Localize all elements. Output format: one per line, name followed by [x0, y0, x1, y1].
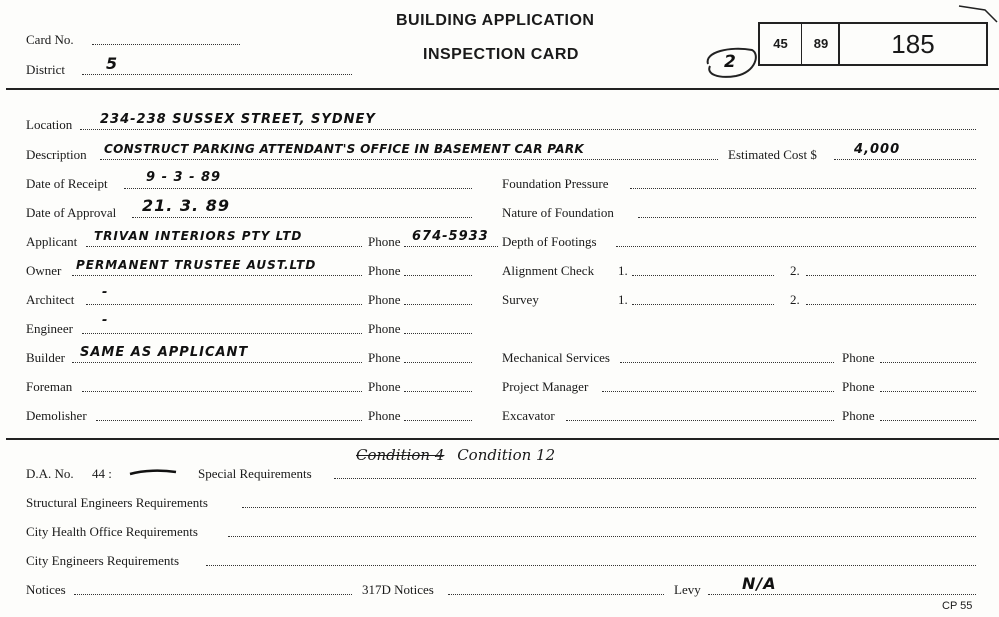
district-value: 5	[106, 54, 119, 73]
engineer-phone-label: Phone	[368, 321, 401, 336]
project-manager-field[interactable]	[602, 391, 834, 392]
owner-phone-label: Phone	[368, 263, 401, 278]
applicant-value: TRIVAN INTERIORS PTY LTD	[94, 229, 303, 243]
da-no-value: 44 :	[92, 466, 112, 481]
foreman-field[interactable]	[82, 391, 362, 392]
architect-value: -	[102, 285, 109, 300]
owner-value: PERMANENT TRUSTEE AUST.LTD	[76, 258, 317, 272]
location-label: Location	[26, 117, 73, 132]
architect-label: Architect	[26, 292, 75, 307]
engineer-label: Engineer	[26, 321, 73, 336]
demolisher-label: Demolisher	[26, 408, 87, 423]
builder-phone-field[interactable]	[404, 362, 472, 363]
excavator-label: Excavator	[502, 408, 555, 423]
architect-phone-field[interactable]	[404, 304, 472, 305]
da-dash-mark	[128, 466, 178, 478]
excavator-phone-label: Phone	[842, 408, 875, 423]
location-field[interactable]	[80, 129, 976, 130]
health-req-field[interactable]	[228, 536, 976, 537]
foreman-phone-label: Phone	[368, 379, 401, 394]
alignment-label: Alignment Check	[502, 263, 595, 278]
district-label: District	[26, 62, 65, 77]
alignment-1-field[interactable]	[632, 275, 774, 276]
location-value: 234-238 SUSSEX STREET, SYDNEY	[100, 112, 376, 127]
corner-mark	[955, 0, 999, 24]
nature-foundation-label: Nature of Foundation	[502, 205, 614, 220]
alignment-1-label: 1.	[618, 263, 628, 278]
special-req-value: Condition 12	[457, 446, 556, 464]
card-no-field[interactable]	[92, 44, 240, 45]
card-number: 185	[891, 29, 935, 59]
foundation-pressure-field[interactable]	[630, 188, 976, 189]
levy-field[interactable]	[708, 594, 976, 595]
owner-label: Owner	[26, 263, 62, 278]
special-req-field[interactable]	[334, 478, 976, 479]
ref-box-a: 45	[760, 24, 802, 64]
nature-foundation-field[interactable]	[638, 217, 976, 218]
survey-1-label: 1.	[618, 292, 628, 307]
description-field[interactable]	[100, 159, 718, 160]
survey-label: Survey	[502, 292, 539, 307]
estimated-cost-field[interactable]	[834, 159, 976, 160]
pm-phone-field[interactable]	[880, 391, 976, 392]
demolisher-phone-field[interactable]	[404, 420, 472, 421]
notices-317d-label: 317D Notices	[362, 582, 434, 597]
survey-2-label: 2.	[790, 292, 800, 307]
notices-label: Notices	[26, 582, 66, 597]
depth-footings-field[interactable]	[616, 246, 976, 247]
date-approval-label: Date of Approval	[26, 205, 117, 220]
engineer-field[interactable]	[82, 333, 362, 334]
mech-services-label: Mechanical Services	[502, 350, 610, 365]
ref-box-b: 89	[813, 36, 829, 51]
builder-value: SAME AS APPLICANT	[80, 345, 249, 360]
demolisher-field[interactable]	[96, 420, 362, 421]
circled-number: 2	[724, 52, 737, 72]
special-req-label: Special Requirements	[198, 466, 312, 481]
form-title-line1: BUILDING APPLICATION	[396, 12, 595, 29]
requirements-divider	[6, 438, 999, 440]
structural-req-label: Structural Engineers Requirements	[26, 495, 208, 510]
project-manager-label: Project Manager	[502, 379, 589, 394]
da-no-label: D.A. No.	[26, 466, 74, 481]
mech-services-field[interactable]	[620, 362, 834, 363]
depth-footings-label: Depth of Footings	[502, 234, 597, 249]
mech-phone-label: Phone	[842, 350, 875, 365]
description-label: Description	[26, 147, 87, 162]
header-divider	[6, 88, 999, 90]
levy-label: Levy	[674, 582, 701, 597]
structural-req-field[interactable]	[242, 507, 976, 508]
survey-2-field[interactable]	[806, 304, 976, 305]
health-req-label: City Health Office Requirements	[26, 524, 198, 539]
form-title-line2: INSPECTION CARD	[423, 46, 579, 63]
foreman-phone-field[interactable]	[404, 391, 472, 392]
pm-phone-label: Phone	[842, 379, 875, 394]
foundation-pressure-label: Foundation Pressure	[502, 176, 609, 191]
applicant-label: Applicant	[26, 234, 78, 249]
date-receipt-field[interactable]	[124, 188, 472, 189]
special-req-values	[356, 446, 555, 464]
date-approval-field[interactable]	[132, 217, 472, 218]
dash-stroke-icon	[128, 466, 178, 478]
builder-phone-label: Phone	[368, 350, 401, 365]
excavator-field[interactable]	[566, 420, 834, 421]
city-eng-req-label: City Engineers Requirements	[26, 553, 180, 568]
alignment-2-field[interactable]	[806, 275, 976, 276]
card-no-label: Card No.	[26, 32, 74, 47]
circled-number-mark	[700, 44, 760, 80]
city-eng-req-field[interactable]	[206, 565, 976, 566]
notices-field[interactable]	[74, 594, 352, 595]
estimated-cost-label: Estimated Cost $	[728, 147, 817, 162]
builder-field[interactable]	[72, 362, 362, 363]
notices-317d-field[interactable]	[448, 594, 664, 595]
form-code: CP 55	[942, 600, 973, 612]
card-number-box	[838, 22, 988, 66]
description-value: CONSTRUCT PARKING ATTENDANT'S OFFICE IN BASEMENT CAR PARK	[104, 142, 584, 156]
levy-value: N/A	[742, 574, 777, 593]
reference-box	[758, 22, 840, 66]
engineer-phone-field[interactable]	[404, 333, 472, 334]
applicant-phone-value: 674-5933	[412, 229, 489, 244]
date-receipt-value: 9 - 3 - 89	[146, 170, 222, 185]
survey-1-field[interactable]	[632, 304, 774, 305]
demolisher-phone-label: Phone	[368, 408, 401, 423]
builder-label: Builder	[26, 350, 65, 365]
estimated-cost-value: 4,000	[854, 142, 901, 157]
architect-phone-label: Phone	[368, 292, 401, 307]
mech-phone-field[interactable]	[880, 362, 976, 363]
engineer-value: -	[102, 313, 109, 328]
owner-phone-field[interactable]	[404, 275, 472, 276]
special-req-struck: Condition 4	[356, 446, 445, 464]
date-approval-value: 21. 3. 89	[142, 196, 230, 215]
applicant-field[interactable]	[86, 246, 362, 247]
excavator-phone-field[interactable]	[880, 420, 976, 421]
foreman-label: Foreman	[26, 379, 73, 394]
alignment-2-label: 2.	[790, 263, 800, 278]
architect-field[interactable]	[86, 304, 362, 305]
date-receipt-label: Date of Receipt	[26, 176, 108, 191]
corner-tick-icon	[955, 0, 999, 24]
applicant-phone-field[interactable]	[404, 246, 498, 247]
applicant-phone-label: Phone	[368, 234, 401, 249]
owner-field[interactable]	[72, 275, 362, 276]
district-field[interactable]	[82, 74, 352, 75]
